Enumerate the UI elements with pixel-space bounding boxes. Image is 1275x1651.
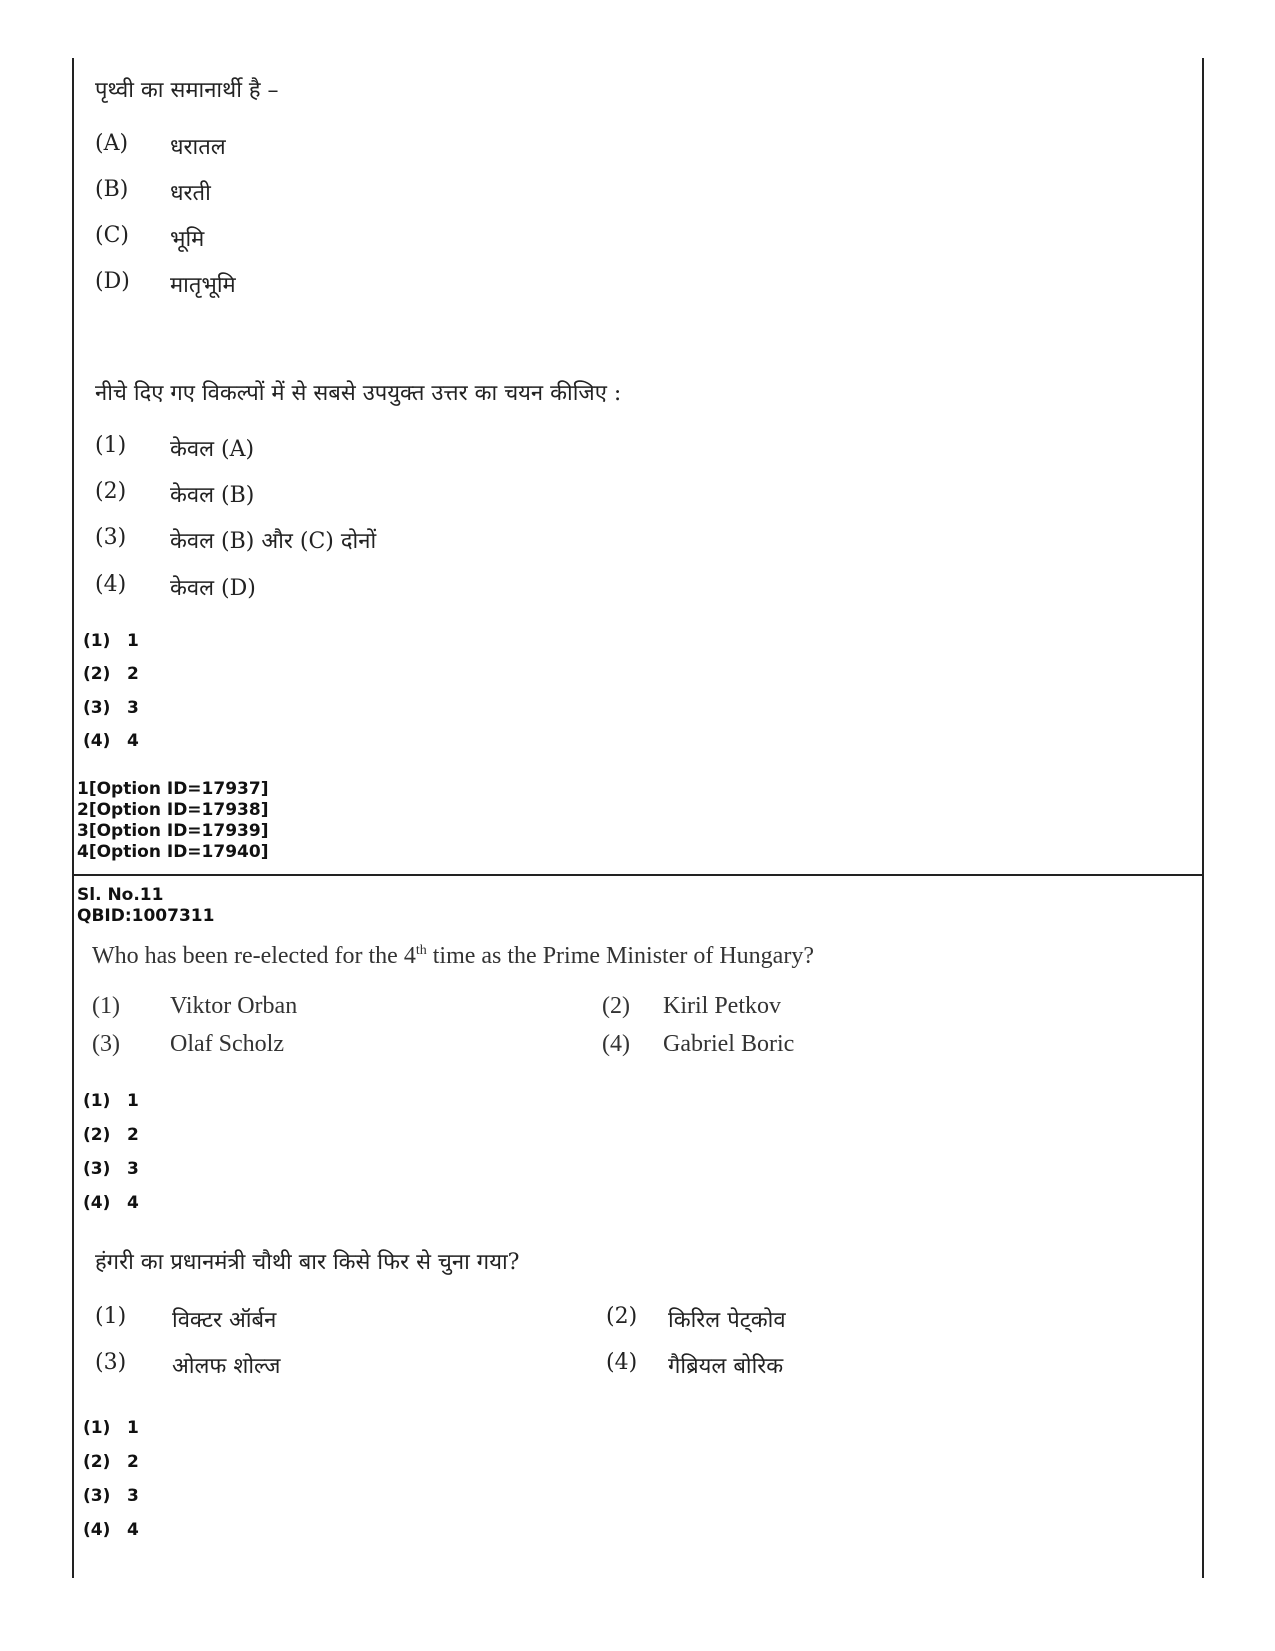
q11-hindi-option-text: किरिल पेट्कोव [668,1308,786,1333]
answer-option-label: (3) [83,1159,111,1179]
q10-choice-text: केवल (A) [170,437,255,462]
q11-option-label: (4) [602,1031,630,1057]
q11-option-text: Kiril Petkov [663,993,781,1019]
option-id-line: 4[Option ID=17940] [77,842,269,862]
answer-option-value: 4 [127,1520,139,1540]
q10-choice-text: केवल (B) [170,483,255,508]
answer-option-value: 2 [127,1125,139,1145]
answer-option-value: 3 [127,1159,139,1179]
q10-item-label: (A) [95,131,129,156]
q10-choice-label: (2) [95,479,127,504]
answer-option-value: 3 [127,1486,139,1506]
answer-option-label: (1) [83,1091,111,1111]
answer-option-label: (2) [83,664,111,684]
q10-item-text: भूमि [170,227,205,252]
q10-item-label: (C) [95,223,129,248]
answer-option-value: 4 [127,731,139,751]
stem-text: Who has been re-elected for the 4 [92,943,416,969]
answer-option-label: (4) [83,1520,111,1540]
answer-option-value: 1 [127,631,139,651]
q10-choice-label: (4) [95,572,127,597]
q11-option-label: (2) [602,993,630,1019]
option-id-line: 3[Option ID=17939] [77,821,269,841]
q10-choice-text: केवल (B) और (C) दोनों [170,529,377,554]
option-id-line: 2[Option ID=17938] [77,800,269,820]
q10-item-text: मातृभूमि [170,273,236,298]
answer-option-label: (2) [83,1125,111,1145]
q10-item-text: धरातल [170,135,226,160]
answer-option-label: (3) [83,1486,111,1506]
answer-option-value: 1 [127,1418,139,1438]
answer-option-value: 1 [127,1091,139,1111]
q10-choice-label: (3) [95,525,127,550]
q11-hindi-option-label: (4) [606,1350,638,1375]
q10-item-label: (B) [95,177,129,202]
answer-option-label: (2) [83,1452,111,1472]
answer-option-label: (1) [83,1418,111,1438]
q11-hindi-option-label: (3) [95,1350,127,1375]
stem-superscript: th [415,943,427,958]
serial-number: Sl. No.11 [77,885,164,905]
q11-hindi-option-text: गैब्रियल बोरिक [668,1354,784,1379]
option-id-line: 1[Option ID=17937] [77,779,269,799]
q10-choice-text: केवल (D) [170,576,256,601]
q11-option-label: (1) [92,993,120,1019]
q10-item-label: (D) [95,269,130,294]
stem-text: time as the Prime Minister of Hungary? [426,943,814,969]
answer-option-label: (1) [83,631,111,651]
answer-option-value: 4 [127,1193,139,1213]
question-divider [72,874,1204,876]
q10-choice-label: (1) [95,433,127,458]
q11-stem-english [92,943,814,970]
q11-option-label: (3) [92,1031,120,1057]
answer-option-label: (4) [83,731,111,751]
qbid: QBID:1007311 [77,906,215,926]
q11-option-text: Gabriel Boric [663,1031,795,1057]
q11-option-text: Olaf Scholz [170,1031,284,1057]
answer-option-label: (4) [83,1193,111,1213]
left-border [72,58,74,1578]
q11-option-text: Viktor Orban [170,993,298,1019]
answer-option-value: 2 [127,664,139,684]
q11-hindi-option-text: ओलफ शोल्ज [172,1354,281,1379]
answer-option-value: 2 [127,1452,139,1472]
answer-option-label: (3) [83,698,111,718]
q10-item-text: धरती [170,181,211,206]
q11-hindi-option-label: (1) [95,1304,127,1329]
q11-hindi-option-text: विक्टर ऑर्बन [172,1308,277,1333]
right-border [1202,58,1204,1578]
answer-option-value: 3 [127,698,139,718]
q11-hindi-option-label: (2) [606,1304,638,1329]
q11-stem-hindi: हंगरी का प्रधानमंत्री चौथी बार किसे फिर से चुना गया? [95,1250,520,1275]
q10-instruction: नीचे दिए गए विकल्पों में से सबसे उपयुक्त उत्तर का चयन कीजिए : [95,381,622,406]
q10-stem: पृथ्वी का समानार्थी है – [95,78,279,103]
